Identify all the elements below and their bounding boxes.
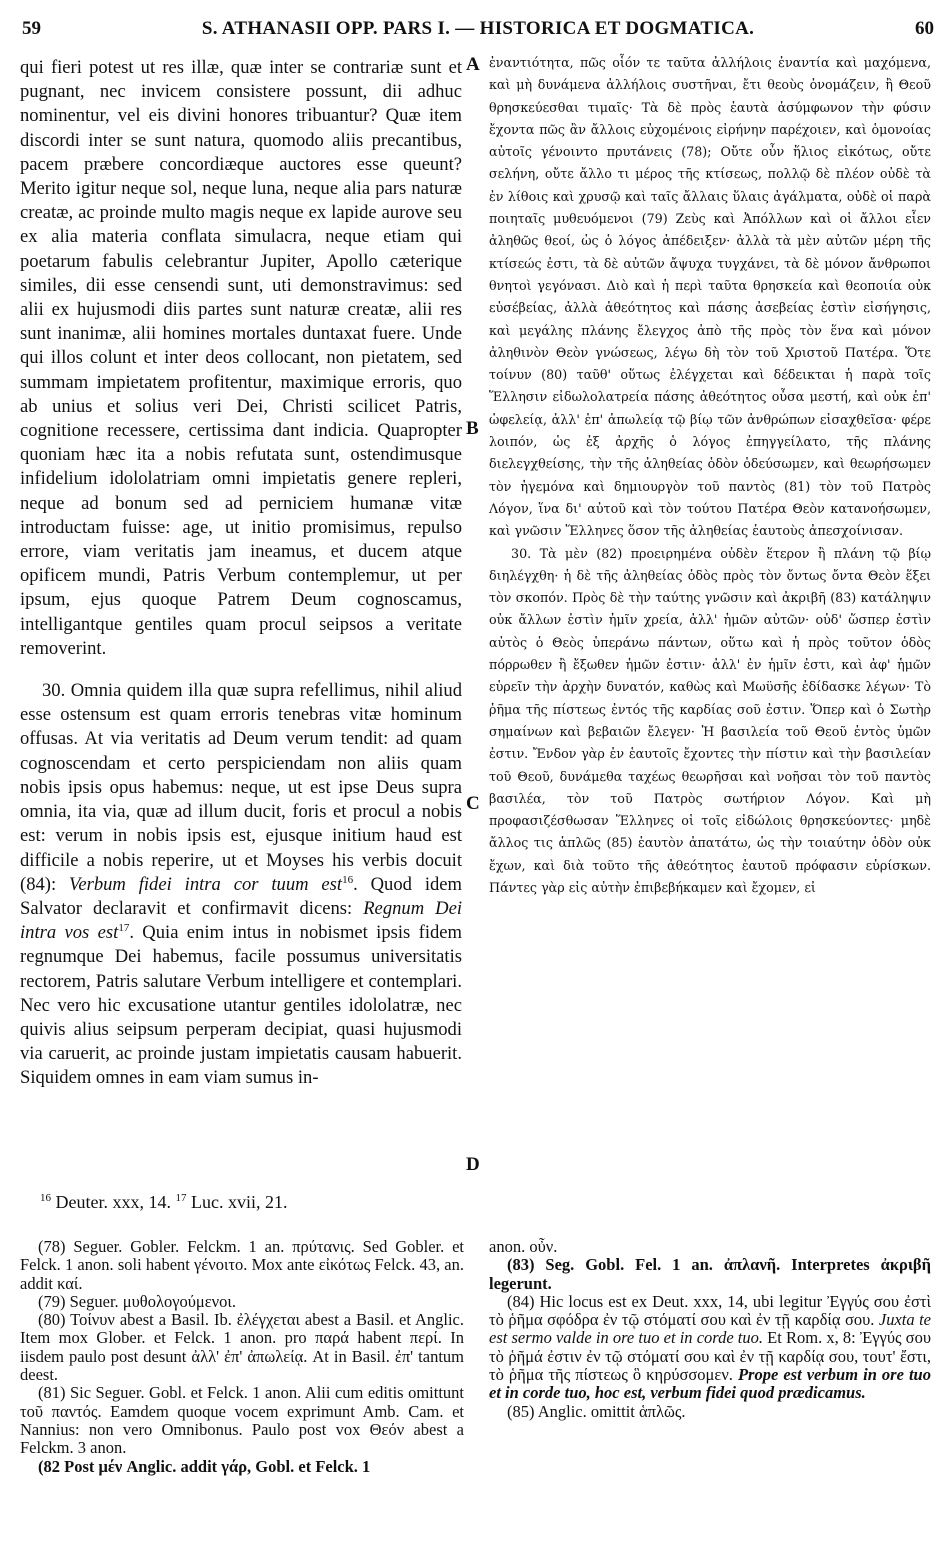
latin-text: 30. Omnia quidem illa quæ supra refellimus, nihil aliud esse ostensum est quam erroris tenebras vitæ hominum offusas. At via veritatis ad Deum verum tendit: ad quam cognoscendam et certo perspiciendam non aliis quam nobis ipsis opus habemus: neque, ut est ipse Deus supra omnia, ita via, quæ ad illum ducit, foris et procul a nobis est: verum in nobis ipsis est, ejusque initium haud est difficile a nobis reperire, ut et Moyses his verbis docuit (84): xyxy=(20,680,462,895)
running-header xyxy=(22,18,934,42)
footnote-superscript: 17 xyxy=(175,1192,187,1204)
note-80: (80) Τοίνυν abest a Basil. Ib. ἐλέγχεται abest a Basil. et Anglic. Item mox Glober. et Felck. 1 anon. pro παρά habent περί. In iisdem paulo post desunt ἀλλ' ἐπ' ἀπωλείᾳ. At in Basil. ἐπ' tantum deest. xyxy=(20,1310,464,1385)
note-text: Et Rom. x, 8: Ἐγγύς σου τὸ ῥῆμά ἐστιν ἐν τῷ στόματί σου καὶ ἐν τῇ καρδίᾳ σου, τουτ' ἔστι, τὸ ῥῆμα τῆς πίστεως ὃ κηρύσσομεν. xyxy=(489,1328,931,1385)
greek-column xyxy=(489,52,931,899)
footnote-superscript: 16 xyxy=(40,1192,51,1204)
margin-marker-a: A xyxy=(466,54,480,75)
scripture-references xyxy=(40,1192,287,1213)
running-title: S. ATHANASII OPP. PARS I. — HISTORICA ET DOGMATICA. xyxy=(201,18,755,39)
reference-text: Luc. xvii, 21. xyxy=(186,1192,288,1212)
note-quotation: Prope est verbum in ore tuo et in corde tuo, hoc est, verbum fidei quod prædicamus. xyxy=(489,1365,931,1403)
quotation: Regnum Dei intra vos est xyxy=(20,897,462,944)
note-quotation: Juxta te est sermo valde in ore tuo et in corde tuo. xyxy=(489,1310,931,1348)
note-82: (82 Post μέν Anglic. addit γάρ, Gobl. et Felck. 1 xyxy=(38,1456,371,1476)
note-79: (79) Seguer. μυθολογούμενοι. xyxy=(38,1291,236,1311)
margin-marker-c: C xyxy=(466,793,480,814)
latin-text: . Quod idem Salvator declaravit et confirmavit dicens: xyxy=(20,873,463,919)
footnote-superscript: 17 xyxy=(118,921,130,934)
note-82-continued: anon. οὖν. xyxy=(489,1237,558,1256)
critical-notes-left xyxy=(20,1238,464,1476)
margin-marker-b: B xyxy=(466,418,479,439)
margin-marker-d: D xyxy=(466,1154,480,1175)
greek-paragraph-2: 30. Τὰ μὲν (82) προειρημένα οὐδὲν ἕτερον ἢ πλάνη τῷ βίῳ διηλέγχθη· ἡ δὲ τῆς ἀληθείας ὁδὸς πρὸς τὸν ὄντως ὄντα Θεὸν ἕξει τὸν σκοπόν. Πρὸς δὲ τὴν ταύτης γνῶσιν καὶ ἀκριβῆ (83) κατάληψιν οὐκ ἄλλων ἐστὶν ἡμῖν χρεία, ἀλλ' ἡμῶν αὐτῶν· οὐδ' ὥσπερ ἐστὶν αὐτὸς ὁ Θεὸς ὑπεράνω πάντων, οὕτω καὶ ἡ πρὸς τοῦτον ὁδὸς πόρρωθεν ἢ ἔξωθεν ἡμῶν ἐστιν· ἀλλ' ἐν ἡμῖν ἐστι, καὶ ἀφ' ἡμῶν εὑρεῖν τὴν ἀρχὴν δυνατόν, καθὼς καὶ Μωϋσῆς ἐδίδασκε λέγων· Τὸ ῥῆμα τῆς πίστεως ἐντός τῆς καρδίας σοῦ ἐστιν. Ὅπερ καὶ ὁ Σωτὴρ σημαίνων καὶ βεβαιῶν ἔλεγεν· Ἡ βασιλεία τοῦ Θεοῦ ἐντὸς ὑμῶν ἐστιν. Ἔνδον γὰρ ἐν ἑαυτοῖς ἔχοντες τὴν πίστιν καὶ τὴν βασιλείαν τοῦ Θεοῦ, δυνάμεθα ταχέως θεωρῆσαι καὶ νοῆσαι τὸν τοῦ παντὸς βασιλέα, τὸν τοῦ Πατρὸς σωτήριον Λόγον. Καὶ μὴ προφασιζέσθωσαν Ἕλληνες οἱ τοῖς εἰδώλοις θρησκεύοντες· μηδὲ ἄλλος τις ἁπλῶς (85) ἑαυτὸν ἀπατάτω, ὡς τὴν τοιαύτην ὁδὸν οὐκ ἔχων, καὶ διὰ τοῦτο τῆς ἀθεότητος ἑαυτοῦ πρόφασιν εὑρίσκων. Πάντες γὰρ εἰς αὐτὴν ἐπιβεβήκαμεν καὶ ἔχομεν, εἰ xyxy=(489,545,931,895)
latin-column xyxy=(20,56,462,1091)
latin-paragraph-2 xyxy=(20,679,462,1090)
footnote-superscript: 16 xyxy=(342,873,354,886)
note-85: (85) Anglic. omittit ἁπλῶς. xyxy=(507,1401,686,1421)
page-number-left: 59 xyxy=(22,18,41,39)
page-number-right: 60 xyxy=(915,18,934,39)
quotation: Verbum fidei intra cor tuum est xyxy=(69,873,343,895)
note-84 xyxy=(489,1293,931,1403)
note-text: (84) Hic locus est ex Deut. xxx, 14, ubi legitur Ἐγγύς σου ἐστὶ τὸ ῥῆμα σφόδρα ἐν τῷ στόματί σου καὶ ἐν τῇ καρδίᾳ σου. xyxy=(489,1291,931,1330)
critical-notes-right xyxy=(489,1238,931,1421)
note-81: (81) Sic Seguer. Gobl. et Felck. 1 anon. Alii cum editis omittunt τοῦ παντός. Eamdem quoque vocem exprimunt Amb. Cam. et Nannius: non vero Omnibonus. Paulo post voх Θεόν abest a Felckm. 3 anon. xyxy=(20,1383,464,1458)
note-78: (78) Seguer. Gobler. Felckm. 1 an. πρύτανις. Sed Gobler. et Felck. 1 anon. soli habent γένοιτο. Mox ante εἰκότως Felck. 43, an. addit καί. xyxy=(20,1237,464,1293)
greek-paragraph-1: ἐναντιότητα, πῶς οἷόν τε ταῦτα ἀλλήλοις ἐναντία καὶ μαχόμενα, καὶ μὴ δυνάμενα ἀλλήλοις συστῆναι, ἔτι θεοὺς ὀνομάζειν, ἢ Θεοῦ θρησκεύεσθαι τιμαῖς· Τὰ δὲ πρὸς ἑαυτὰ ἀσύμφωνον τὴν φύσιν ἔχοντα πῶς ἂν ἄλλοις εὐχομένοις εἰρήνην παρέχοιεν, καὶ ὁμονοίας αὐτοῖς γένοιντο πρυτάνεις (78); Οὔτε οὖν ἥλιος εἰκότως, οὔτε σελήνη, οὔτε ἄλλο τι μέρος τῆς κτίσεως, πολλῷ δὲ πλέον οὐδὲ τὰ ἐν λίθοις καὶ χρυσῷ καὶ ταῖς ἄλλαις ὕλαις ἀγάλματα, οὐδὲ οἱ παρὰ ποιηταῖς μυθευόμενοι (79) Ζεὺς καὶ Ἀπόλλων καὶ οἱ ἄλλοι εἶεν ἀληθῶς θεοί, ὡς ὁ λόγος ἀπέδειξεν· ἀλλὰ τὰ μὲν αὐτῶν μέρη τῆς κτίσεώς ἐστι, τὰ δὲ αὐτῶν ἄψυχα τυγχάνει, τὰ δὲ μόνον ἄνθρωποι θνητοὶ γεγόνασι. Διὸ καὶ ἡ περὶ ταῦτα θρησκεία καὶ θεοποιία οὐκ εὐσέβείας, ἀλλὰ ἀθεότητος καὶ πάσης ἀσεβείας ἐστὶν εἰσήγησις, καὶ μεγάλης πλάνης ἔλεγχος ἀπὸ τῆς πρὸς τὸν ἕνα καὶ μόνον ἀληθινὸν Θεὸν γνώσεως, λέγω δὴ τὸν τοῦ Χριστοῦ Πατέρα. Ὅτε τοίνυν (80) ταῦθ' οὕτως ἐλέγχεται καὶ δέδεικται ἡ παρὰ τοῖς Ἕλλησιν εἰδωλολατρεία πάσης ἀθεότητος οὖσα μεστή, καὶ οὐκ ἐπ' ὠφελείᾳ, ἀλλ' ἐπ' ἀπωλείᾳ τῷ βίῳ τῶν ἀνθρώπων εἰσαχθεῖσα· φέρε λοιπόν, ὡς ἐξ ἀρχῆς ὁ λόγος ἐπηγγείλατο, τῆς πλάνης διελεγχθείσης, τὴν τῆς ἀληθείας ὁδὸν ὁδεύσωμεν, καὶ θεωρήσωμεν τὸν ἡγεμόνα καὶ δημιουργὸν τοῦ παντὸς (81) τὸν τοῦ Πατρὸς Λόγον, ἵνα δι' αὐτοῦ καὶ τὸν τούτου Πατέρα Θεὸν κατανοήσωμεν, καὶ γνῶσιν Ἕλληνες ὅσον τῆς ἀληθείας ἑαυτοὺς ἀπεσχοίνισαν. xyxy=(489,55,931,539)
latin-paragraph-1: qui fieri potest ut res illæ, quæ inter se contrariæ sunt et pugnant, nec invicem consistere possunt, dii adhuc nominentur, vel eis divini honores tribuantur? Quæ item discordi inter se sunt natura, quomodo aliis precantibus, pacem præbere concordiæque auctores esse queunt? Merito igitur neque sol, neque luna, neque alia pars naturæ creatæ, ac proinde multo magis neque ex lapide aurove seu ex alia materia conflata simulacra, neque etiam qui poetarum fabulis celebrantur Jupiter, Apollo cæterique similes, dii esse censendi sunt, uti demonstravimus: sed alii ex hujusmodi diis partes sunt naturæ creatæ, alii res sunt inanimæ, alii homines mortales duntaxat fuere. Unde qui illos colunt et inter deos collocant, non pietatem, sed summam impietatem profitentur, maximique erroris, quo ab unius et solius veri Dei, Christi scilicet Patris, cognitione recessere, certissima dant indicia. Quapropter quoniam hæc ita a nobis refutata sunt, ostendimusque infidelium idololatriam omni impietatis genere repleri, neque ad bonum sed ad perniciem humanæ vitæ introductam fuisse: age, ut initio promisimus, repulso errore, viam veritatis jam ineamus, et ducem atque opificem mundi, Patris Verbum contemplemur, ut per ipsum, ejus quoque Patrem Deum cognoscamus, intelligantque gentiles quam procul seipsos a veritate removerint. xyxy=(20,57,462,659)
reference-text: Deuter. xxx, 14. xyxy=(51,1192,176,1212)
latin-text: . Quia enim intus in nobismet ipsis fidem regnumque Dei habemus, facile possumus universitatis rectorem, Patris salutare Verbum intelligere et contemplari. Nec vero hic excusatione utantur gentiles idololatræ, nec quivis alius seipsum perperam decipiat, quasi hujusmodi via caruerit, ac proinde justam impietatis causam habuerit. Siquidem omnes in eam viam sumus in- xyxy=(20,922,463,1089)
note-83: (83) Seg. Gobl. Fel. 1 an. ἀπλανῆ. Interpretes ἀκριβῆ legerunt. xyxy=(489,1255,931,1293)
